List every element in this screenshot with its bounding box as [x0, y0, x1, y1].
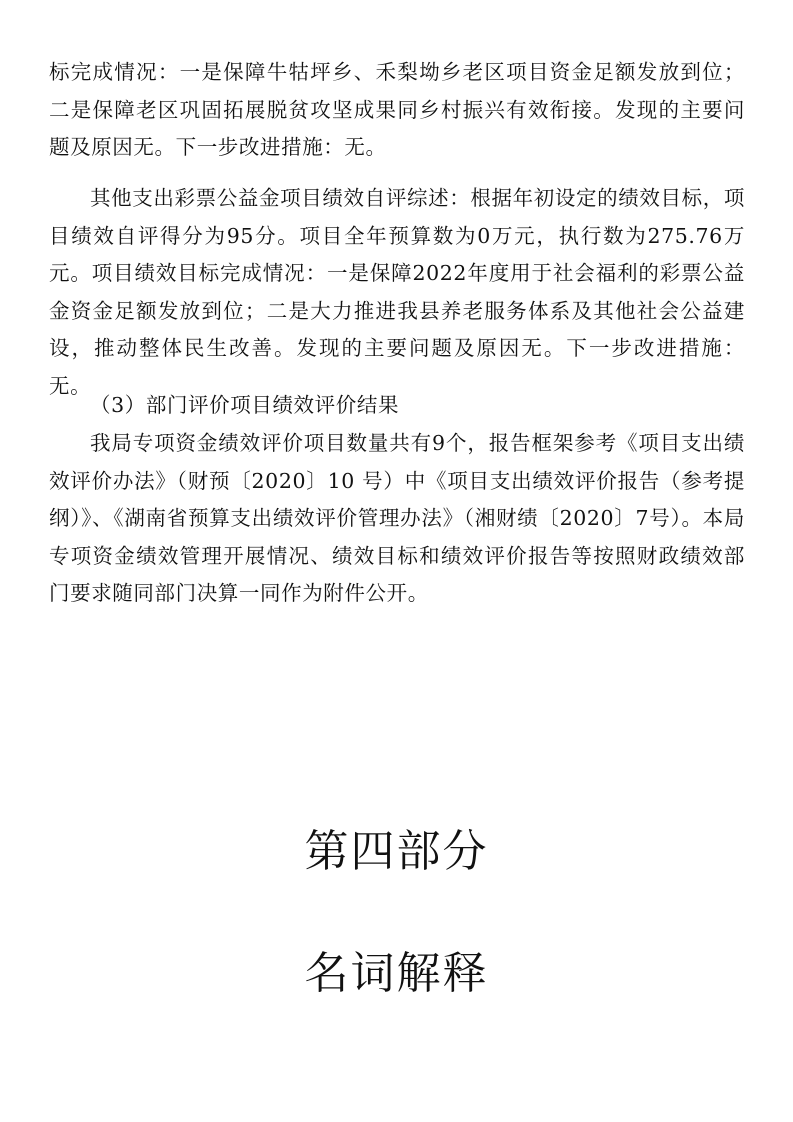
section-title: 名词解释: [304, 948, 489, 999]
paragraph-special-fund-evaluation: 我局专项资金绩效评价项目数量共有9个，报告框架参考《项目支出绩效评价办法》（财预〔2020〕10 号）中《项目支出绩效评价报告（参考提纲）》、《湖南省预算支出绩效评价管理办法》（湘财绩〔2020〕7号）。本局专项资金绩效管理开展情况、绩效目标和绩效评价报告等按照财政绩效部门要求随同部门决算一同作为附件公开。: [49, 431, 745, 605]
paragraph-old-area-project-status: 标完成情况：一是保障牛牯坪乡、禾梨坳乡老区项目资金足额发放到位；二是保障老区巩固拓展脱贫攻坚成果同乡村振兴有效衔接。发现的主要问题及原因无。下一步改进措施：无。: [49, 60, 745, 159]
paragraph-lottery-fund-evaluation: 其他支出彩票公益金项目绩效自评综述：根据年初设定的绩效目标，项目绩效自评得分为95分。项目全年预算数为0万元，执行数为275.76万元。项目绩效目标完成情况：一是保障2022年度用于社会福利的彩票公益金资金足额发放到位；二是大力推进我县养老服务体系及其他社会公益建设，推动整体民生改善。发现的主要问题及原因无。下一步改进措施：无。: [49, 186, 745, 398]
part-title: 第四部分: [304, 826, 489, 877]
subheading-department-evaluation-results: （3）部门评价项目绩效评价结果: [90, 393, 400, 417]
